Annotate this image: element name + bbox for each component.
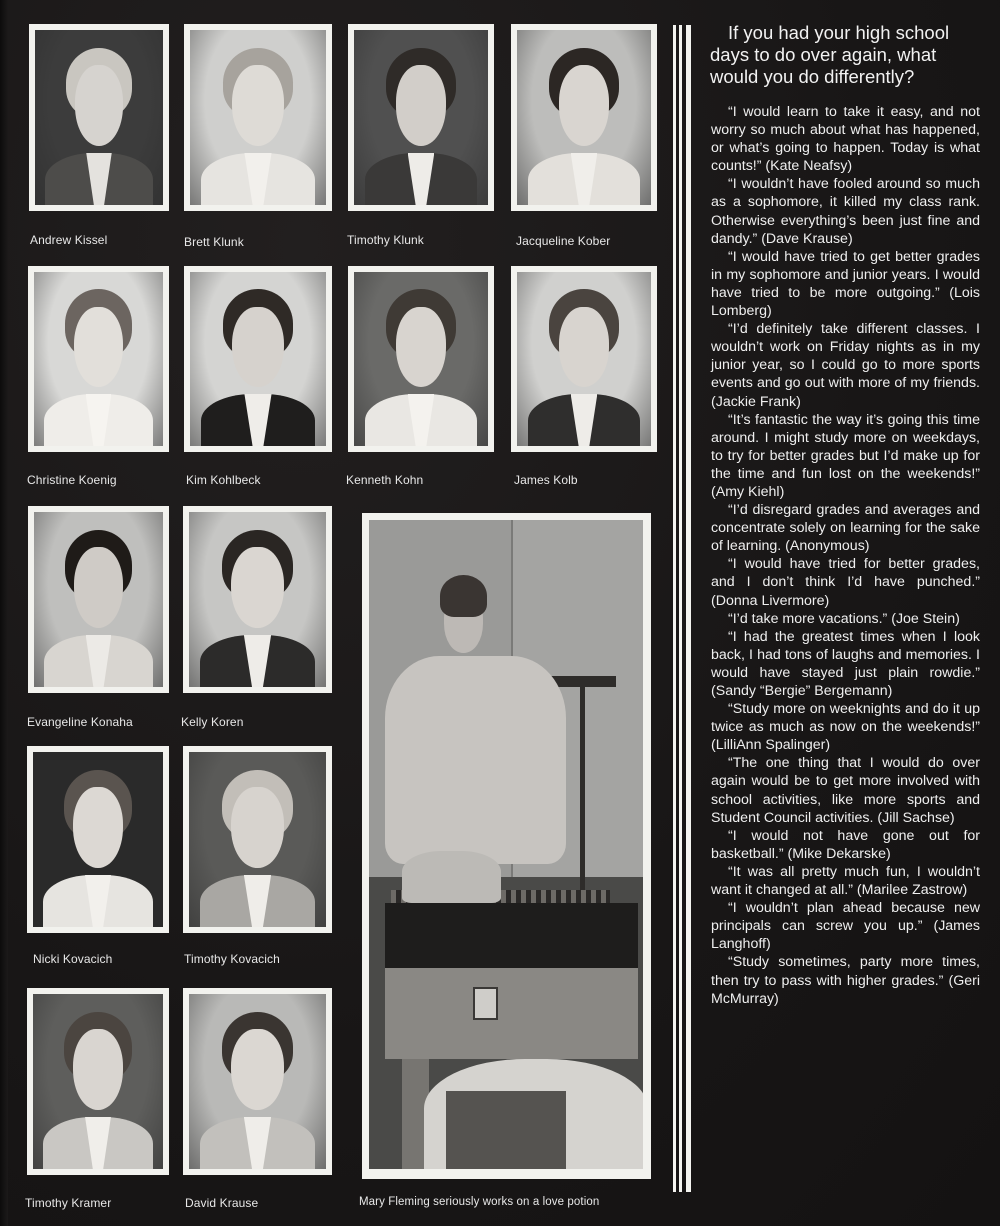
portrait-caption: Timothy Kovacich (184, 952, 280, 966)
student-quote: “I would learn to take it easy, and not worry so much about what has happened, or what’s going to happen. Today is what counts!” (Kate Neafsy) (711, 104, 980, 175)
face (559, 65, 610, 146)
student-quote: “I’d disregard grades and averages and concentrate solely on learning for the sake of learning. (Anonymous) (711, 502, 980, 555)
student-quote: “I’d take more vacations.” (Joe Stein) (728, 610, 960, 627)
lab-table (385, 968, 637, 1059)
question-line: would you do differently? (710, 66, 915, 87)
quotes-column (711, 103, 980, 1008)
student-quote: “The one thing that I would do over again would be to get more involved with school activities, like more sports and Student Council activities. (Jill Sachse) (711, 755, 980, 826)
student-quote: “Study sometimes, party more times, then try to pass with higher grades.” (Geri McMurray) (711, 954, 980, 1007)
student-quote: “Study more on weeknights and do it up twice as much as now on the weekends!” (LilliAnn Spalinger) (711, 701, 980, 754)
portrait-caption: Timothy Klunk (347, 233, 424, 247)
student-quote: “I would have tried for better grades, and I don’t think I’d have punched.” (Donna Livermore) (711, 556, 980, 609)
portrait-photo (348, 24, 494, 211)
portrait-photo (511, 266, 657, 452)
face (232, 65, 284, 146)
face (74, 307, 123, 387)
portrait-caption: Nicki Kovacich (33, 952, 113, 966)
face (396, 307, 447, 387)
portrait-photo (183, 988, 332, 1175)
portrait-photo (27, 746, 169, 933)
student-quote: “I would not have gone out for basketball.” (Mike Dekarske) (711, 827, 980, 862)
portrait-caption: Evangeline Konaha (27, 715, 133, 729)
divider-rule (679, 25, 682, 1192)
face (231, 547, 283, 628)
student-quote: “I would have tried to get better grades in my sophomore and junior years. I would have tried to be more outgoing.” (Lois Lomberg) (711, 248, 980, 320)
portrait-caption: Kelly Koren (181, 715, 244, 729)
portrait-caption: David Krause (185, 1196, 259, 1210)
portrait-photo (184, 24, 332, 211)
electrical-outlet (473, 987, 498, 1019)
candid-caption: Mary Fleming seriously works on a love potion (359, 1196, 600, 1208)
student-quote: “It was all pretty much fun, I wouldn’t want it changed at all.” (Marilee Zastrow) (711, 863, 980, 899)
question-line: days to do over again, what (710, 44, 937, 65)
face (73, 787, 122, 868)
portrait-caption: Christine Koenig (27, 473, 117, 487)
portrait-photo (183, 746, 332, 933)
face (75, 65, 124, 146)
face (231, 787, 283, 868)
face (396, 65, 447, 146)
student-quote: “I had the greatest times when I look back, I had tons of laughs and memories. I would have stayed just plain rowdie.” (Sandy “Bergie” Bergemann) (711, 628, 980, 699)
portrait-photo (29, 24, 169, 211)
student-quote: “I wouldn’t plan ahead because new principals can screw you up.” (James Langhoff) (711, 900, 980, 953)
sidebar-question (710, 22, 980, 88)
student-quote: “I’d definitely take different classes. I wouldn’t work on Friday nights as in my junior year, so I could go to more sports events and go out with more of my friends. (Jackie Frank) (711, 321, 980, 410)
divider-rule (686, 25, 691, 1192)
pot (402, 851, 501, 903)
face (231, 1029, 283, 1110)
portrait-photo (348, 266, 494, 452)
question-line: If you had your high school (728, 22, 950, 43)
portrait-caption: Brett Klunk (184, 235, 244, 249)
portrait-photo (183, 506, 332, 693)
portrait-caption: Timothy Kramer (25, 1196, 112, 1210)
student-quote: “It’s fantastic the way it’s going this time around. I might study more on weekdays, to try for better grades but I’d make up for the time and fun lost on the weekends!” (Amy Kiehl) (711, 411, 980, 500)
portrait-caption: Kenneth Kohn (346, 473, 424, 487)
portrait-photo (27, 988, 169, 1175)
face (559, 307, 610, 387)
portrait-caption: Andrew Kissel (30, 233, 108, 247)
candid-photo (362, 513, 651, 1179)
portrait-photo (511, 24, 657, 211)
portrait-photo (28, 506, 169, 693)
face (74, 547, 123, 628)
portrait-caption: Jacqueline Kober (516, 234, 611, 248)
portrait-caption: Kim Kohlbeck (186, 473, 261, 487)
face (232, 307, 284, 387)
page-binding-edge (0, 0, 8, 1226)
portrait-photo (28, 266, 169, 452)
face (73, 1029, 122, 1110)
divider-rule (673, 25, 676, 1192)
student-figure (385, 656, 566, 864)
portrait-caption: James Kolb (514, 473, 578, 487)
student-quote: “I wouldn’t have fooled around so much as a sophomore, it killed my class rank. Otherwise everything’s been just fine and dandy.” (Dave Krause) (711, 176, 980, 247)
portrait-photo (184, 266, 332, 452)
